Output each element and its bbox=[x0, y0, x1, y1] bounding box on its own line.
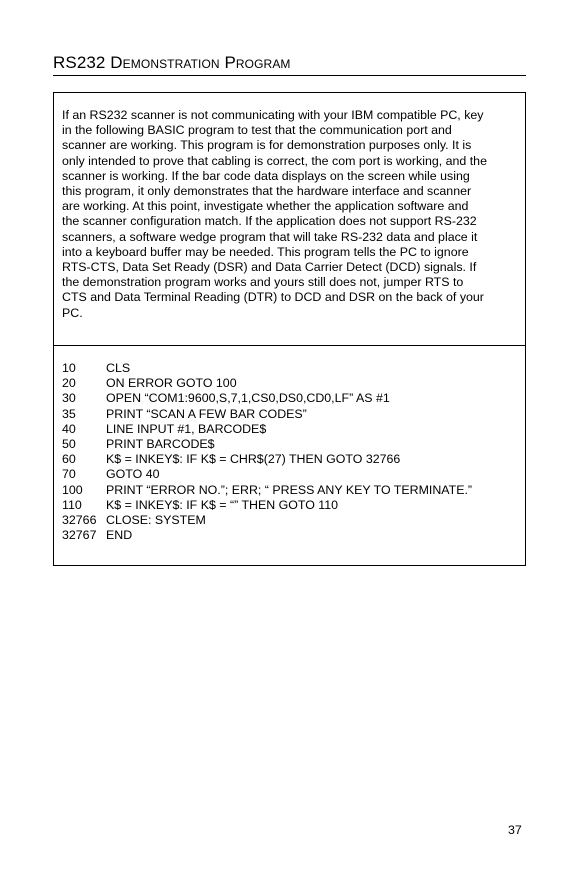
line-number: 50 bbox=[62, 437, 76, 452]
program-line bbox=[62, 376, 472, 391]
line-code: K$ = INKEY$: IF K$ = CHR$(27) THEN GOTO 32766 bbox=[106, 452, 401, 467]
line-number: 100 bbox=[62, 482, 83, 497]
program-line bbox=[62, 452, 472, 467]
program-line bbox=[62, 528, 472, 543]
intro-line: the demonstration program works and yours still does not, jumper RTS to bbox=[62, 275, 464, 290]
intro-line: this program, it only demonstrates that the hardware interface and scanner bbox=[62, 184, 472, 199]
line-code: PRINT BARCODE$ bbox=[106, 437, 215, 452]
line-number: 70 bbox=[62, 467, 76, 482]
program-line bbox=[62, 407, 472, 422]
line-number: 32767 bbox=[62, 528, 97, 543]
line-code: K$ = INKEY$: IF K$ = “” THEN GOTO 110 bbox=[106, 497, 339, 512]
intro-section bbox=[54, 93, 525, 346]
intro-line: If an RS232 scanner is not communicating with your IBM compatible PC, key bbox=[62, 108, 484, 122]
line-number: 60 bbox=[62, 452, 76, 467]
line-code: GOTO 40 bbox=[106, 467, 160, 482]
program-line bbox=[62, 437, 472, 452]
line-code: OPEN “COM1:9600,S,7,1,CS0,DS0,CD0,LF” AS #1 bbox=[106, 391, 390, 406]
line-number: 40 bbox=[62, 421, 76, 436]
program-line bbox=[62, 467, 472, 482]
line-number: 20 bbox=[62, 376, 76, 391]
program-line bbox=[62, 391, 472, 406]
program-line bbox=[62, 513, 472, 528]
line-code: LINE INPUT #1, BARCODE$ bbox=[106, 421, 267, 436]
intro-line: the scanner configuration match. If the application does not support RS-232 bbox=[62, 214, 477, 229]
intro-line: CTS and Data Terminal Reading (DTR) to DCD and DSR on the back of your bbox=[62, 290, 484, 305]
line-code: PRINT “SCAN A FEW BAR CODES” bbox=[106, 406, 307, 421]
page-title: RS232 Demonstration Program bbox=[53, 53, 291, 72]
title-divider bbox=[53, 75, 526, 76]
line-code: ON ERROR GOTO 100 bbox=[106, 376, 237, 391]
line-number: 32766 bbox=[62, 513, 97, 528]
line-code: CLOSE: SYSTEM bbox=[106, 513, 206, 528]
intro-line: scanner are working. This program is for demonstration purposes only. It is bbox=[62, 138, 472, 153]
line-code: END bbox=[106, 528, 133, 543]
program-line bbox=[62, 498, 472, 513]
content-box bbox=[53, 92, 526, 566]
intro-line: into a keyboard buffer may be needed. This program tells the PC to ignore bbox=[62, 244, 469, 259]
program-line bbox=[62, 422, 472, 437]
program-line bbox=[62, 361, 472, 376]
intro-line: are working. At this point, investigate whether the application software and bbox=[62, 199, 469, 214]
page-number: 37 bbox=[508, 823, 522, 837]
program-listing bbox=[62, 361, 472, 543]
line-code: PRINT “ERROR NO.”; ERR; “ PRESS ANY KEY TO TERMINATE.” bbox=[106, 482, 473, 497]
intro-line: scanner is working. If the bar code data displays on the screen while using bbox=[62, 168, 470, 183]
intro-line: only intended to prove that cabling is correct, the com port is working, and the bbox=[62, 153, 487, 168]
line-number: 35 bbox=[62, 406, 76, 421]
line-number: 30 bbox=[62, 391, 76, 406]
intro-line: RTS-CTS, Data Set Ready (DSR) and Data Carrier Detect (DCD) signals. If bbox=[62, 260, 477, 275]
line-number: 110 bbox=[62, 497, 82, 512]
program-line bbox=[62, 483, 472, 498]
line-number: 10 bbox=[62, 361, 76, 375]
intro-line: scanners, a software wedge program that will take RS-232 data and place it bbox=[62, 229, 478, 244]
line-code: CLS bbox=[106, 361, 131, 375]
intro-line: in the following BASIC program to test that the communication port and bbox=[62, 123, 452, 138]
intro-paragraph bbox=[62, 108, 522, 321]
intro-line: PC. bbox=[62, 305, 83, 320]
